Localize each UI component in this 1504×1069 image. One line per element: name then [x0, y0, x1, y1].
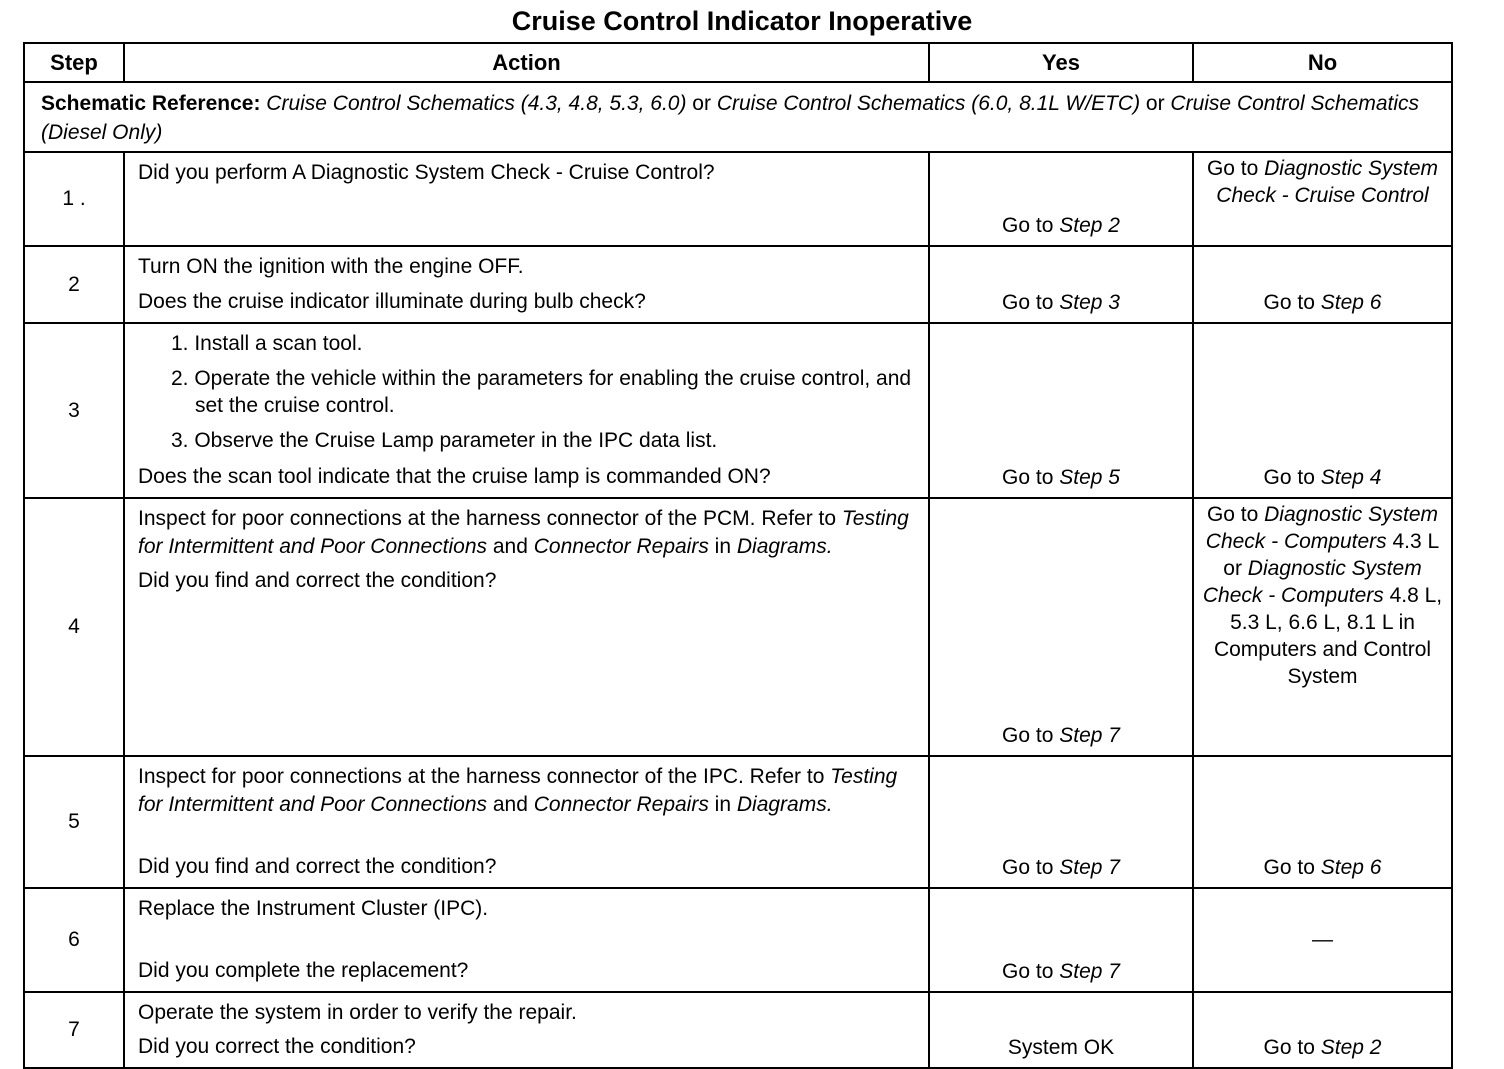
reference-link-text: Cruise Control Schematics (6.0, 8.1L W/ETC): [716, 92, 1141, 115]
text-segment: Inspect for poor connections at the harness connector of the PCM. Refer to: [138, 507, 842, 530]
text-segment: Does the cruise indicator illuminate during bulb check?: [138, 290, 646, 313]
text-segment: or: [686, 92, 717, 115]
action-paragraph: [138, 999, 916, 1027]
no-result: [1193, 323, 1452, 498]
header-no: No: [1193, 43, 1452, 82]
reference-link-text: Step 6: [1320, 291, 1382, 314]
no-result: [1193, 246, 1452, 323]
table-row: [24, 992, 1452, 1068]
step-number: 5: [24, 756, 124, 888]
text-segment: Did you complete the replacement?: [138, 959, 469, 982]
text-segment: Did you find and correct the condition?: [138, 569, 497, 592]
reference-link-text: Testing for Intermittent and Poor Connections: [138, 507, 909, 558]
step-number: 4: [24, 498, 124, 756]
text-segment: and: [487, 793, 534, 816]
reference-link-text: Diagnostic System Check - Computers: [1205, 503, 1439, 553]
action-paragraph: [138, 763, 916, 819]
yes-result: [929, 246, 1193, 323]
action-cell: [124, 992, 929, 1068]
yes-result: [929, 756, 1193, 888]
table-row: [24, 498, 1452, 756]
header-action: Action: [124, 43, 929, 82]
text-segment: Go to: [1206, 157, 1265, 180]
text-segment: Go to: [1206, 503, 1265, 526]
diagnostic-table: [23, 42, 1453, 1069]
no-result: [1193, 992, 1452, 1068]
text-segment: Go to: [1002, 214, 1060, 237]
text-segment: System OK: [1007, 1036, 1115, 1059]
action-paragraph: [138, 505, 916, 561]
text-segment: —: [1312, 927, 1333, 951]
no-result: [1193, 756, 1452, 888]
reference-link-text: Step 7: [1059, 856, 1120, 879]
step-number: 7: [24, 992, 124, 1068]
text-segment: Replace the Instrument Cluster (IPC).: [138, 897, 489, 920]
yes-result: [929, 498, 1193, 756]
yes-result: [929, 992, 1193, 1068]
text-segment: in: [708, 535, 737, 558]
action-paragraph: [138, 957, 916, 985]
reference-link-text: Cruise Control Schematics (Diesel Only): [41, 92, 1420, 144]
text-segment: or: [1140, 92, 1171, 115]
table-row: [24, 152, 1452, 246]
reference-link-text: Cruise Control Schematics (4.3, 4.8, 5.3, 6.0): [266, 92, 687, 115]
step-number: 1 .: [24, 152, 124, 246]
text-segment: in: [708, 793, 737, 816]
text-segment: Operate the system in order to verify the repair.: [138, 1001, 577, 1024]
step-number: 6: [24, 888, 124, 992]
reference-link-text: Diagnostic System Check - Cruise Control: [1216, 157, 1439, 207]
reference-link-text: Step 6: [1320, 856, 1382, 879]
step-number: 3: [24, 323, 124, 498]
action-paragraph: [138, 159, 916, 187]
text-segment: Turn ON the ignition with the engine OFF.: [138, 255, 524, 278]
text-segment: Go to: [1002, 466, 1060, 489]
text-segment: Schematic Reference:: [41, 92, 267, 115]
reference-link-text: Step 2: [1059, 214, 1120, 237]
reference-link-text: Diagnostic System Check - Computers: [1202, 557, 1422, 607]
page-title: Cruise Control Indicator Inoperative: [511, 6, 973, 36]
reference-link-text: Connector Repairs: [533, 535, 709, 558]
action-list-item: [138, 330, 916, 357]
reference-link-text: Connector Repairs: [533, 793, 709, 816]
text-segment: Go to: [1263, 1036, 1321, 1059]
action-cell: [124, 246, 929, 323]
text-segment: Go to: [1002, 724, 1060, 747]
yes-result: [929, 152, 1193, 246]
reference-link-text: Step 2: [1320, 1036, 1382, 1059]
action-cell: [124, 498, 929, 756]
action-paragraph: [138, 288, 916, 316]
yes-result: [929, 323, 1193, 498]
text-segment: Go to: [1002, 856, 1060, 879]
header-yes: Yes: [929, 43, 1193, 82]
action-paragraph: [138, 895, 916, 923]
no-result: [1193, 152, 1452, 246]
text-segment: Inspect for poor connections at the harness connector of the IPC. Refer to: [138, 765, 831, 788]
text-segment: Go to: [1002, 960, 1060, 983]
action-paragraph: [138, 253, 916, 281]
action-paragraph: [138, 463, 916, 491]
table-row: [24, 246, 1452, 323]
schematic-reference: [24, 82, 1452, 152]
header-step: Step: [24, 43, 124, 82]
table-row: [24, 888, 1452, 992]
text-segment: 2. Operate the vehicle within the parameters for enabling the cruise control, and set the cruise control.: [171, 367, 912, 417]
action-list-item: [138, 427, 916, 454]
header-row: [24, 43, 1452, 82]
text-segment: Does the scan tool indicate that the cruise lamp is commanded ON?: [138, 465, 771, 488]
reference-link-text: Diagrams.: [736, 793, 833, 816]
text-segment: and: [487, 535, 534, 558]
text-segment: Did you correct the condition?: [138, 1035, 416, 1058]
action-cell: [124, 152, 929, 246]
action-cell: [124, 888, 929, 992]
table-row: [24, 323, 1452, 498]
text-segment: 3. Observe the Cruise Lamp parameter in the IPC data list.: [171, 429, 718, 452]
text-segment: Go to: [1263, 291, 1321, 314]
reference-link-text: Testing for Intermittent and Poor Connections: [138, 765, 898, 816]
schematic-row: [24, 82, 1452, 152]
reference-link-text: Step 4: [1320, 466, 1382, 489]
text-segment: Did you perform A Diagnostic System Check - Cruise Control?: [138, 161, 715, 184]
reference-link-text: Step 7: [1059, 724, 1120, 747]
text-segment: 4.3 L or: [1223, 530, 1440, 580]
text-segment: 1. Install a scan tool.: [171, 332, 363, 355]
reference-link-text: Step 5: [1059, 466, 1120, 489]
no-result: [1193, 888, 1452, 992]
step-number: 2: [24, 246, 124, 323]
text-segment: 4.8 L, 5.3 L, 6.6 L, 8.1 L in Computers and Control System: [1213, 584, 1443, 688]
reference-link-text: Step 7: [1059, 960, 1120, 983]
action-cell: [124, 323, 929, 498]
action-paragraph: [138, 1033, 916, 1061]
action-list-item: [138, 365, 916, 419]
action-cell: [124, 756, 929, 888]
table-row: [24, 756, 1452, 888]
text-segment: Go to: [1263, 466, 1321, 489]
yes-result: [929, 888, 1193, 992]
text-segment: Did you find and correct the condition?: [138, 855, 497, 878]
reference-link-text: Step 3: [1059, 291, 1120, 314]
action-paragraph: [138, 853, 916, 881]
action-paragraph: [138, 567, 916, 595]
text-segment: Go to: [1002, 291, 1060, 314]
no-result: [1193, 498, 1452, 756]
text-segment: Go to: [1263, 856, 1321, 879]
reference-link-text: Diagrams.: [736, 535, 833, 558]
